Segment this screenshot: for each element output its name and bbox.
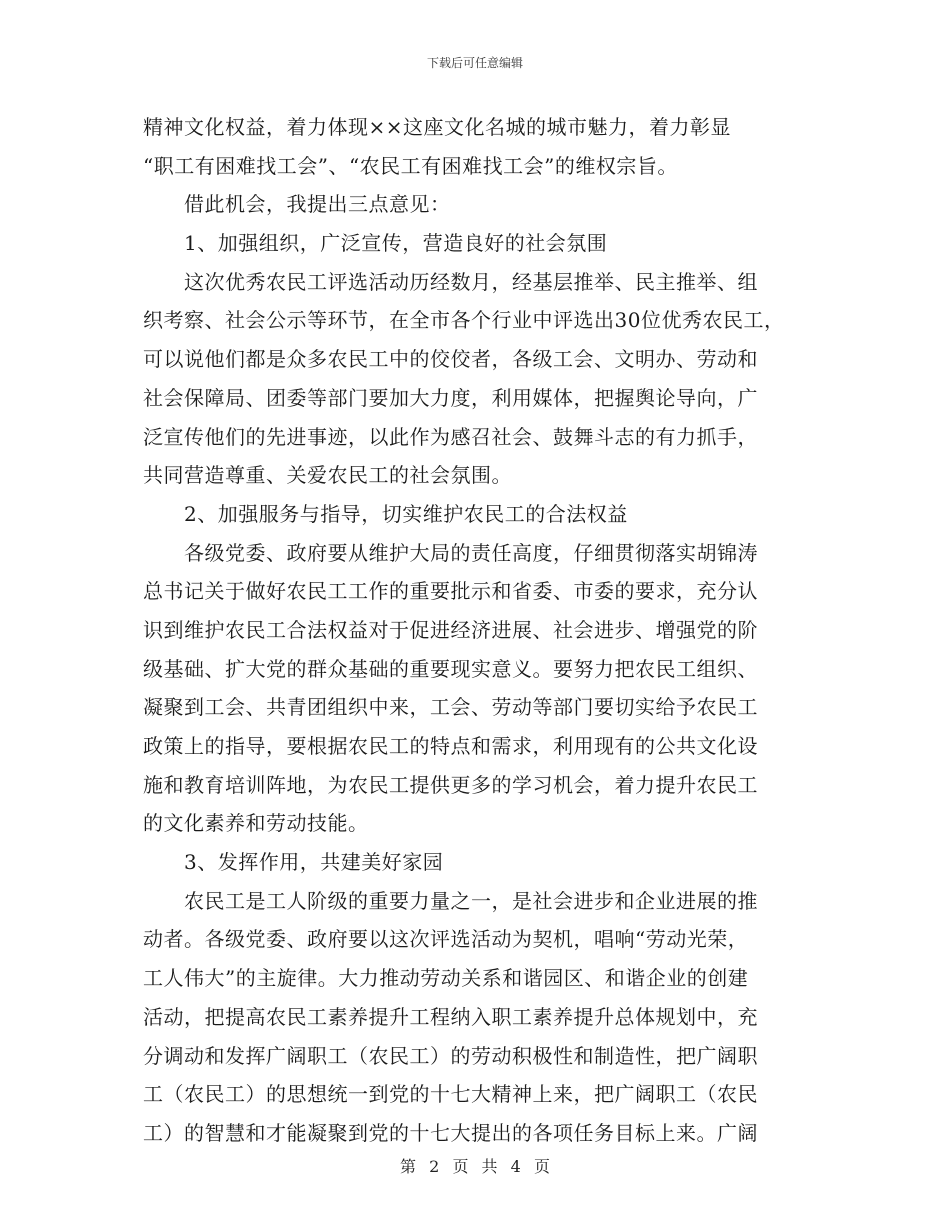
body-line-15: 级基础、扩大党的群众基础的重要现实意义。要努力把农民工组织、 [143,656,758,681]
body-line-25: 分调动和发挥广阔职工（农民工）的劳动积极性和制造性，把广阔职 [143,1043,758,1068]
body-line-8: 社会保障局、团委等部门要加大力度，利用媒体，把握舆论导向，广 [143,385,758,410]
body-line-14: 识到维护农民工合法权益对于促进经济进展、社会进步、增强党的阶 [143,617,758,642]
section-heading-2: 2、加强服务与指导，切实维护农民工的合法权益 [143,501,628,526]
page-total: 4 [510,1157,521,1176]
body-line-6: 织考察、社会公示等环节，在全市各个行业中评选出30位优秀农民工， [143,308,785,333]
body-line-5: 这次优秀农民工评选活动历经数月，经基层推举、民主推举、组 [143,269,758,294]
body-line-18: 施和教育培训阵地，为农民工提供更多的学习机会，着力提升农民工 [143,772,758,797]
body-line-3: 借此机会，我提出三点意见： [143,192,451,217]
body-line-10: 共同营造尊重、关爱农民工的社会氛围。 [143,463,512,488]
page-current: 2 [429,1157,440,1176]
total-prefix: 共 [481,1157,498,1176]
body-line-22: 动者。各级党委、政府要以这次评选活动为契机，唱响“劳动光荣， [143,927,749,952]
body-line-9: 泛宣传他们的先进事迹，以此作为感召社会、鼓舞斗志的有力抓手， [143,424,758,449]
body-line-17: 政策上的指导，要根据农民工的特点和需求，利用现有的公共文化设 [143,734,758,758]
page-prefix: 第 [400,1157,417,1176]
body-line-12: 各级党委、政府要从维护大局的责任高度，仔细贯彻落实胡锦涛 [143,540,758,565]
body-line-21: 农民工是工人阶级的重要力量之一，是社会进步和企业进展的推 [143,888,758,913]
page-unit: 页 [452,1157,469,1176]
body-line-24: 活动，把提高农民工素养提升工程纳入职工素养提升总体规划中，充 [143,1004,758,1029]
body-line-16: 凝聚到工会、共青团组织中来，工会、劳动等部门要切实给予农民工 [143,695,758,720]
document-body [143,108,815,1153]
section-heading-1: 1、加强组织，广泛宣传，营造良好的社会氛围 [143,231,608,256]
body-line-1: 精神文化权益，着力体现××这座文化名城的城市魅力，着力彰显 [143,115,732,139]
body-line-23: 工人伟大”的主旋律。大力推动劳动关系和谐园区、和谐企业的创建 [143,966,749,991]
body-line-19: 的文化素养和劳动技能。 [143,811,369,836]
body-line-2: “职工有困难找工会”、“农民工有困难找工会”的维权宗旨。 [143,153,678,178]
section-heading-3: 3、发挥作用，共建美好家园 [143,850,444,875]
body-line-26: 工（农民工）的思想统一到党的十七大精神上来，把广阔职工（农民 [143,1082,758,1107]
body-line-27: 工）的智慧和才能凝聚到党的十七大提出的各项任务目标上来。广阔 [143,1120,758,1145]
body-line-13: 总书记关于做好农民工工作的重要批示和省委、市委的要求，充分认 [143,579,758,604]
page-footer [0,1154,950,1177]
total-unit: 页 [533,1157,550,1176]
body-line-7: 可以说他们都是众多农民工中的佼佼者，各级工会、文明办、劳动和 [143,347,758,372]
page-header: 下载后可任意编辑 [426,56,523,70]
